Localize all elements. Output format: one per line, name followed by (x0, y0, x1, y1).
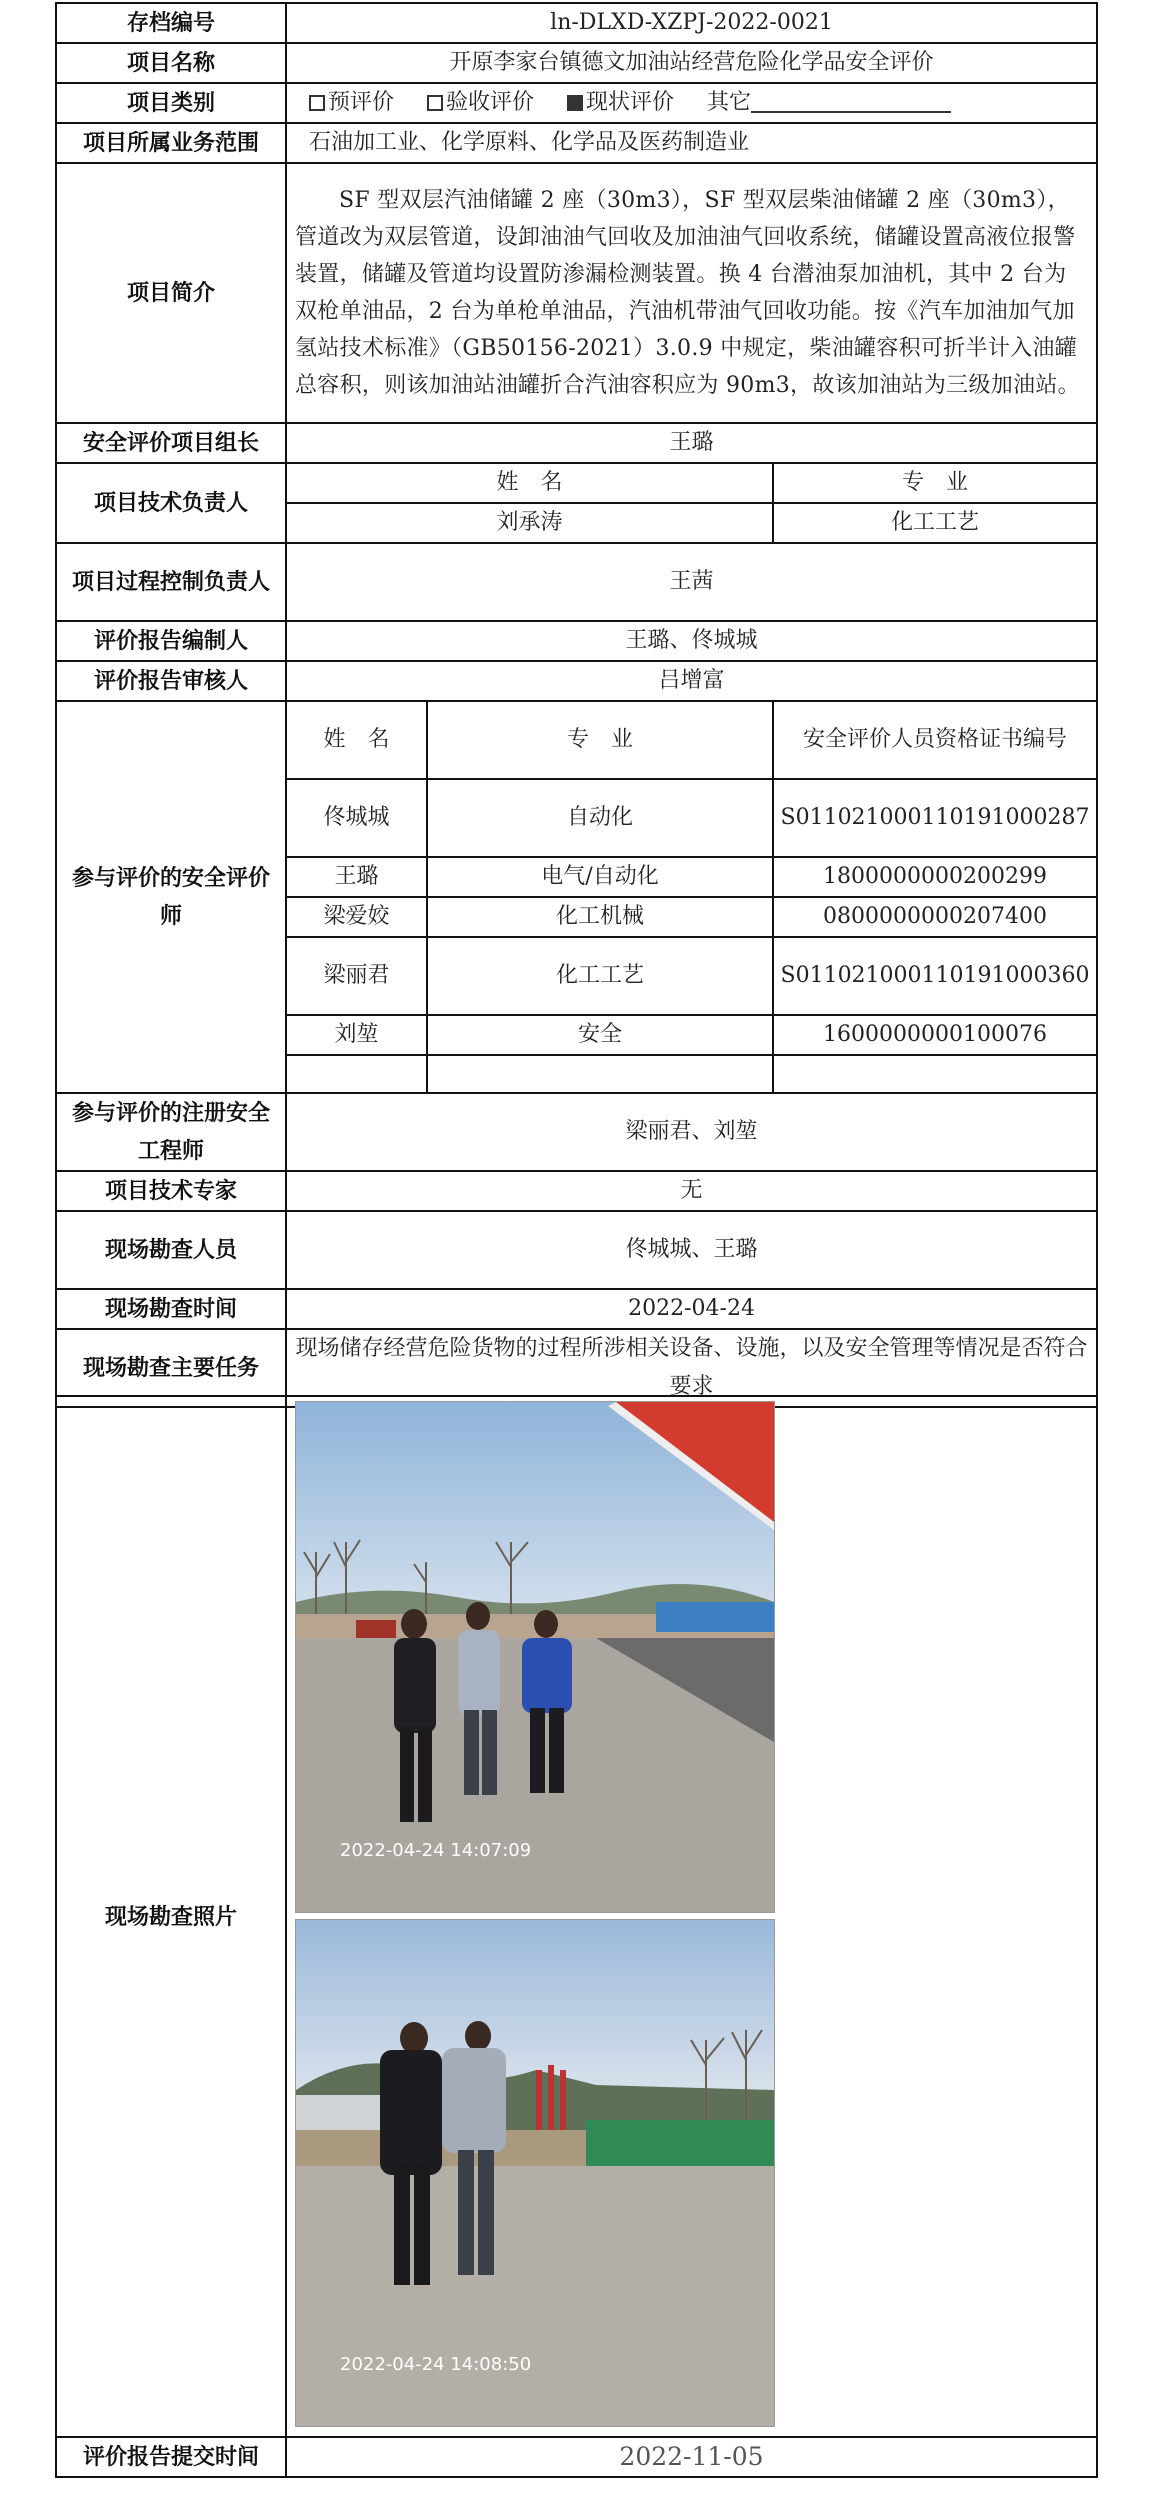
evaluator-cert: 0800000000207400 (773, 897, 1097, 937)
business-scope-value: 石油加工业、化学原料、化学品及医药制造业 (286, 123, 1097, 163)
option-pre-evaluation[interactable]: 预评价 (309, 90, 394, 115)
evaluator-name: 佟城城 (286, 779, 427, 857)
photo-1-timestamp: 2022-04-24 14:07:09 (340, 1840, 532, 1861)
inspect-time-label: 现场勘查时间 (56, 1289, 286, 1329)
team-leader-label: 安全评价项目组长 (56, 423, 286, 463)
evaluator-major: 化工机械 (427, 897, 773, 937)
checkbox-unchecked-icon (427, 95, 443, 111)
evaluators-name-header: 姓 名 (286, 701, 427, 779)
option-status-evaluation[interactable]: 现状评价 (567, 90, 674, 115)
tech-lead-name-header: 姓 名 (286, 463, 773, 503)
evaluator-name: 梁爱姣 (286, 897, 427, 937)
empty-cell (286, 1055, 427, 1093)
inspectors-label: 现场勘查人员 (56, 1211, 286, 1289)
info-table (55, 2, 1098, 1408)
engineers-value: 梁丽君、刘堃 (286, 1093, 1097, 1171)
intro-value: SF 型双层汽油储罐 2 座（30m3），SF 型双层柴油储罐 2 座（30m3），管道改为双层管道，设卸油油气回收及加油油气回收系统，储罐设置高液位报警装置，储罐及管道均设置防渗漏检测装置。换 4 台潜油泵加油机，其中 2 台为双枪单油品，2 台为单枪单油品，汽油机带油气回收功能。按《汽车加油加气加氢站技术标准》（GB50156-2021）3.0.9 中规定，柴油罐容积可折半计入油罐总容积，则该加油站油罐折合汽油容积应为 90m3，故该加油站为三级加油站。 (286, 163, 1097, 423)
business-scope-label: 项目所属业务范围 (56, 123, 286, 163)
evaluator-cert: S011021000110191000360 (773, 937, 1097, 1015)
submit-time-value: 2022-11-05 (286, 2437, 1097, 2477)
experts-value: 无 (286, 1171, 1097, 1211)
option-acceptance-evaluation[interactable]: 验收评价 (427, 90, 534, 115)
tech-lead-major: 化工工艺 (773, 503, 1097, 543)
photos-label: 现场勘查照片 (56, 1396, 286, 2437)
evaluators-cert-header: 安全评价人员资格证书编号 (773, 701, 1097, 779)
process-lead-value: 王茜 (286, 543, 1097, 621)
empty-cell (773, 1055, 1097, 1093)
project-type-options (286, 83, 1097, 123)
project-type-label: 项目类别 (56, 83, 286, 123)
evaluator-major: 电气/自动化 (427, 857, 773, 897)
evaluator-cert: 1600000000100076 (773, 1015, 1097, 1055)
empty-cell (427, 1055, 773, 1093)
inspect-task-value: 现场储存经营危险货物的过程所涉相关设备、设施，以及安全管理等情况是否符合要求 (286, 1329, 1097, 1407)
photos-cell (286, 1396, 1097, 2437)
compiler-label: 评价报告编制人 (56, 621, 286, 661)
evaluator-name: 梁丽君 (286, 937, 427, 1015)
checkbox-unchecked-icon (309, 95, 325, 111)
tech-lead-label: 项目技术负责人 (56, 463, 286, 543)
tech-lead-major-header: 专 业 (773, 463, 1097, 503)
archive-no-value: ln-DLXD-XZPJ-2022-0021 (286, 3, 1097, 43)
project-name-label: 项目名称 (56, 43, 286, 83)
evaluator-name: 王璐 (286, 857, 427, 897)
option-other[interactable]: 其它 (707, 90, 951, 115)
compiler-value: 王璐、佟城城 (286, 621, 1097, 661)
tech-lead-name: 刘承涛 (286, 503, 773, 543)
site-photo-1 (295, 1401, 775, 1913)
evaluator-major: 自动化 (427, 779, 773, 857)
other-blank-line (751, 87, 951, 113)
evaluator-cert: 1800000000200299 (773, 857, 1097, 897)
team-leader-value: 王璐 (286, 423, 1097, 463)
photo-2-timestamp: 2022-04-24 14:08:50 (340, 2354, 532, 2375)
project-name-value: 开原李家台镇德文加油站经营危险化学品安全评价 (286, 43, 1097, 83)
checkbox-checked-icon (567, 95, 583, 111)
reviewer-value: 吕增富 (286, 661, 1097, 701)
intro-label: 项目简介 (56, 163, 286, 423)
archive-no-label: 存档编号 (56, 3, 286, 43)
process-lead-label: 项目过程控制负责人 (56, 543, 286, 621)
inspect-task-label: 现场勘查主要任务 (56, 1329, 286, 1407)
site-photo-2 (295, 1919, 775, 2427)
photo-table (55, 1395, 1098, 2478)
experts-label: 项目技术专家 (56, 1171, 286, 1211)
evaluators-label: 参与评价的安全评价师 (56, 701, 286, 1093)
evaluators-major-header: 专 业 (427, 701, 773, 779)
inspectors-value: 佟城城、王璐 (286, 1211, 1097, 1289)
inspect-time-value: 2022-04-24 (286, 1289, 1097, 1329)
engineers-label: 参与评价的注册安全工程师 (56, 1093, 286, 1171)
evaluator-major: 化工工艺 (427, 937, 773, 1015)
reviewer-label: 评价报告审核人 (56, 661, 286, 701)
submit-time-label: 评价报告提交时间 (56, 2437, 286, 2477)
evaluator-cert: S011021000110191000287 (773, 779, 1097, 857)
evaluator-name: 刘堃 (286, 1015, 427, 1055)
evaluator-major: 安全 (427, 1015, 773, 1055)
